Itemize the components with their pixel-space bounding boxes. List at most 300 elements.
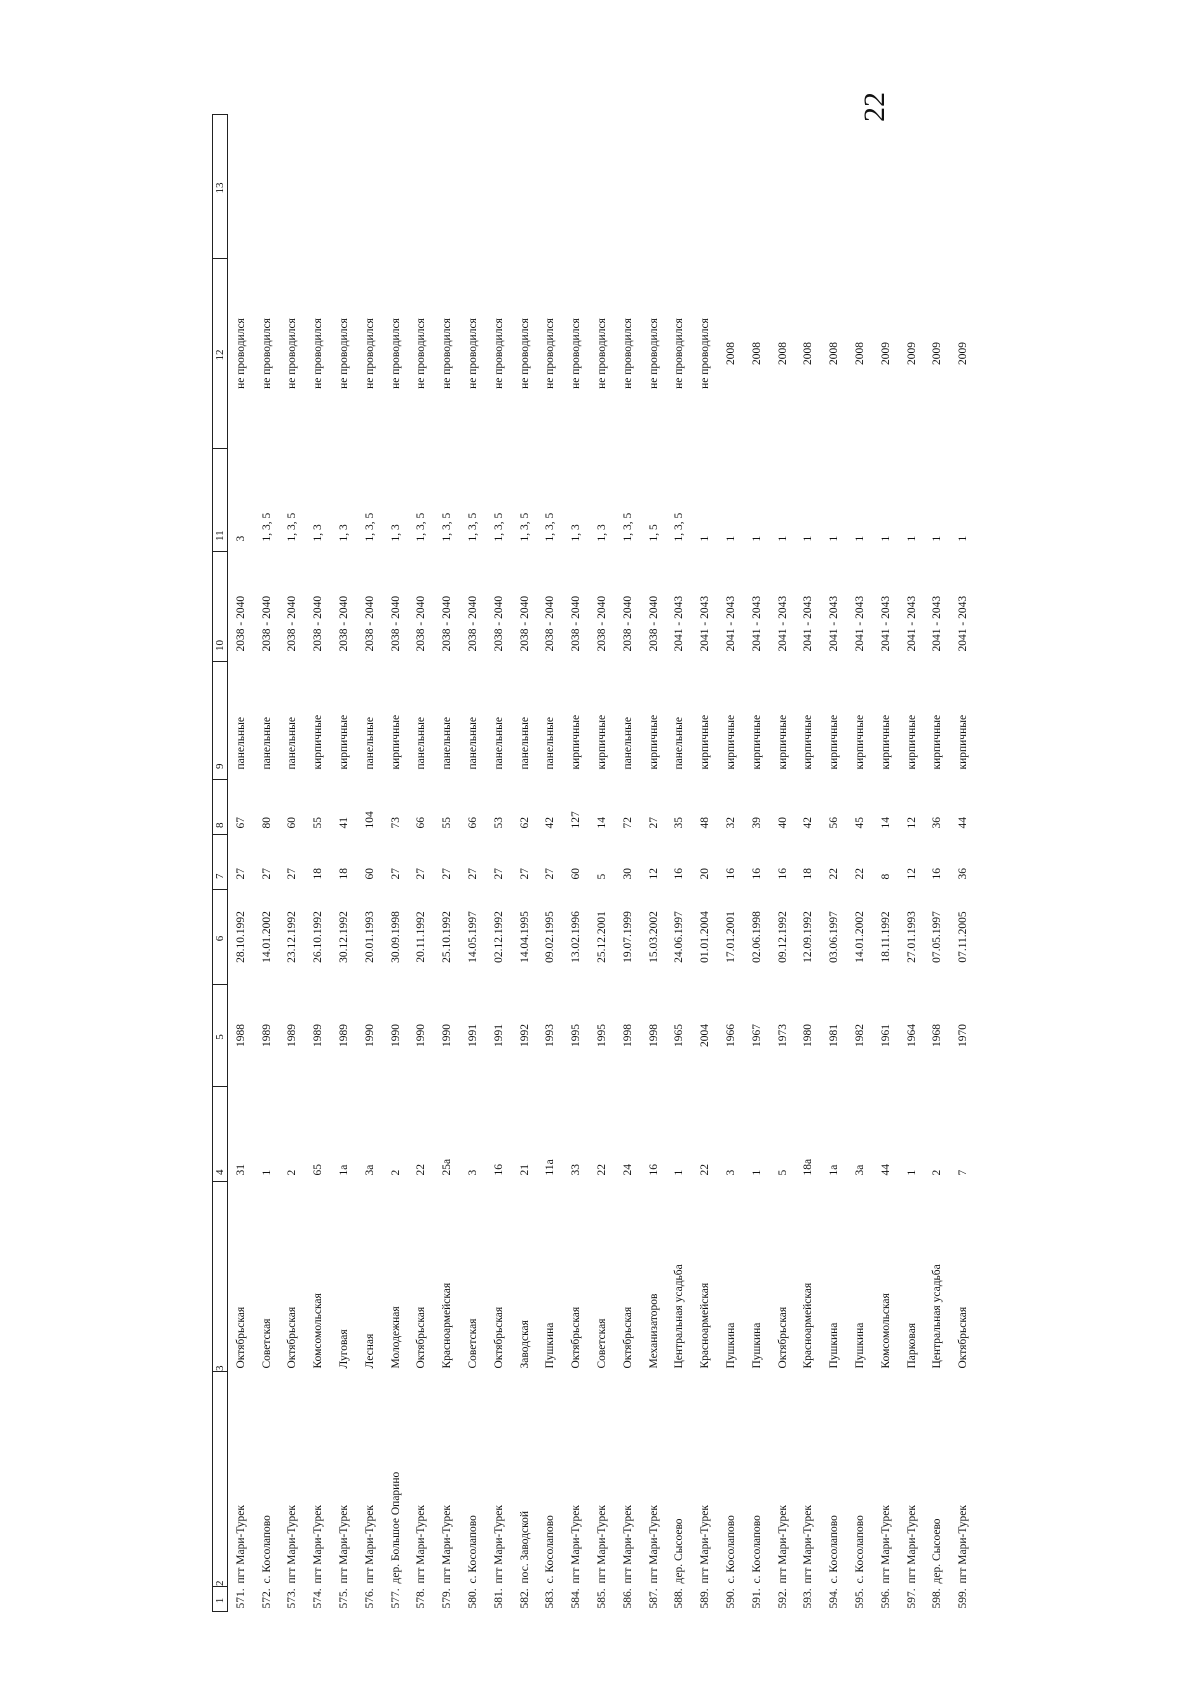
- table-cell-col-1: 582.: [518, 1588, 531, 1609]
- table-cell-col-12: не проводился: [647, 318, 660, 389]
- table-cell-col-4: 21: [518, 1164, 531, 1176]
- table-cell-col-5: 1995: [596, 1024, 609, 1047]
- table-cell-col-7: 27: [286, 868, 299, 880]
- table-row: [280, 115, 306, 1612]
- table-cell-col-1: 573.: [286, 1588, 299, 1609]
- table-cell-col-12: не проводился: [621, 318, 634, 389]
- table-cell-col-10: 2041 - 2043: [802, 595, 815, 652]
- table-cell-col-3: Парковая: [905, 1322, 918, 1369]
- table-row: [409, 115, 435, 1612]
- table-cell-col-8: 72: [621, 817, 634, 829]
- table-cell-col-3: Пушкина: [750, 1322, 763, 1369]
- table-cell-col-8: 14: [879, 817, 892, 829]
- table-cell-col-11: 1, 3, 5: [467, 512, 480, 542]
- table-cell-col-13: [925, 115, 951, 259]
- table-cell-col-12: 2009: [879, 342, 892, 365]
- table-cell-col-10: 2038 - 2040: [234, 595, 247, 652]
- table-cell-col-11: 1: [699, 535, 712, 542]
- table-cell-col-7: 18: [312, 868, 325, 880]
- table-cell-col-5: 1992: [518, 1024, 531, 1047]
- table-cell-col-6: 19.07.1999: [621, 911, 634, 963]
- table-cell-col-1: 592.: [776, 1588, 789, 1609]
- table-cell-col-5: 1998: [621, 1024, 634, 1047]
- table-cell-col-2: пгт Мари-Турек: [492, 1505, 505, 1584]
- table-cell-col-5: 1989: [338, 1024, 351, 1047]
- table-cell-col-4: 2: [931, 1169, 944, 1176]
- table-cell-col-12: не проводился: [467, 318, 480, 389]
- table-cell-col-2: пгт Мари-Турек: [699, 1505, 712, 1584]
- table-cell-col-13: [744, 115, 770, 259]
- table-cell-col-2: пгт Мари-Турек: [234, 1505, 247, 1584]
- table-cell-col-8: 80: [260, 817, 273, 829]
- column-number-3: 3: [213, 1182, 228, 1372]
- table-cell-col-11: 1, 3: [312, 524, 325, 542]
- table-cell-col-13: [538, 115, 564, 259]
- table-cell-col-7: 27: [260, 868, 273, 880]
- table-cell-col-8: 39: [750, 817, 763, 829]
- table-cell-col-13: [383, 115, 409, 259]
- table-cell-col-9: панельные: [518, 717, 531, 770]
- table-cell-col-11: 1, 3: [389, 524, 402, 542]
- table-row: [434, 115, 460, 1612]
- table-cell-col-2: пгт Мари-Турек: [596, 1505, 609, 1584]
- table-cell-col-3: Пушкина: [725, 1322, 738, 1369]
- table-cell-col-7: 22: [854, 868, 867, 880]
- table-cell-col-10: 2041 - 2043: [725, 595, 738, 652]
- table-row: [357, 115, 383, 1612]
- table-row: [228, 115, 254, 1612]
- table-cell-col-4: 24: [621, 1164, 634, 1176]
- table-cell-col-7: 8: [879, 873, 892, 880]
- table-cell-col-7: 12: [905, 868, 918, 880]
- table-cell-col-3: Советская: [260, 1318, 273, 1369]
- table-cell-col-4: 7: [957, 1169, 970, 1176]
- table-row: [538, 115, 564, 1612]
- table-cell-col-8: 67: [234, 817, 247, 829]
- table-cell-col-1: 599.: [957, 1588, 970, 1609]
- table-cell-col-9: панельные: [234, 717, 247, 770]
- table-cell-col-12: 2009: [957, 342, 970, 365]
- table-cell-col-12: 2008: [725, 342, 738, 365]
- table-cell-col-4: 1: [905, 1169, 918, 1176]
- table-cell-col-9: кирпичные: [931, 714, 944, 770]
- table-cell-col-1: 595.: [854, 1588, 867, 1609]
- table-cell-col-12: не проводился: [338, 318, 351, 389]
- column-number-13: 13: [213, 115, 228, 259]
- table-cell-col-4: 22: [699, 1164, 712, 1176]
- table-cell-col-10: 2041 - 2043: [750, 595, 763, 652]
- table-cell-col-4: 22: [415, 1164, 428, 1176]
- table-cell-col-6: 14.01.2002: [854, 911, 867, 963]
- table-cell-col-13: [615, 115, 641, 259]
- table-cell-col-13: [899, 115, 925, 259]
- table-row: [589, 115, 615, 1612]
- table-cell-col-5: 1967: [750, 1024, 763, 1047]
- table-cell-col-3: Октябрьская: [776, 1306, 789, 1369]
- table-cell-col-10: 2041 - 2043: [854, 595, 867, 652]
- table-cell-col-4: 16: [492, 1164, 505, 1176]
- table-cell-col-11: 1: [905, 535, 918, 542]
- table-cell-col-1: 584.: [570, 1588, 583, 1609]
- table-cell-col-2: с. Косолапово: [467, 1515, 480, 1584]
- table-cell-col-5: 1993: [544, 1024, 557, 1047]
- table-cell-col-6: 14.01.2002: [260, 911, 273, 963]
- table-cell-col-8: 55: [312, 817, 325, 829]
- table-row: [254, 115, 280, 1612]
- table-cell-col-4: 31: [234, 1164, 247, 1176]
- table-cell-col-13: [280, 115, 306, 259]
- table-cell-col-3: Луговая: [338, 1329, 351, 1369]
- table-cell-col-12: 2008: [854, 342, 867, 365]
- table-cell-col-6: 09.12.1992: [776, 911, 789, 963]
- table-cell-col-7: 27: [389, 868, 402, 880]
- table-cell-col-8: 62: [518, 817, 531, 829]
- table-cell-col-6: 01.01.2004: [699, 911, 712, 963]
- table-cell-col-11: 3: [234, 535, 247, 542]
- table-cell-col-7: 18: [802, 868, 815, 880]
- table-cell-col-9: кирпичные: [879, 714, 892, 770]
- table-cell-col-3: Комсомольская: [312, 1293, 325, 1369]
- table-cell-col-1: 575.: [338, 1588, 351, 1609]
- table-cell-col-1: 587.: [647, 1588, 660, 1609]
- table-cell-col-9: кирпичные: [596, 714, 609, 770]
- table-cell-col-12: 2009: [905, 342, 918, 365]
- table-cell-col-11: 1, 5: [647, 524, 660, 542]
- table-cell-col-6: 30.12.1992: [338, 911, 351, 963]
- table-row: [641, 115, 667, 1612]
- table-cell-col-4: 1: [673, 1169, 686, 1176]
- table-cell-col-5: 1964: [905, 1024, 918, 1047]
- table-cell-col-5: 1965: [673, 1024, 686, 1047]
- table-cell-col-3: Красноармейская: [441, 1282, 454, 1369]
- table-cell-col-11: 1, 3, 5: [621, 512, 634, 542]
- table-cell-col-11: 1, 3: [570, 524, 583, 542]
- table-row: [770, 115, 796, 1612]
- column-number-2: 2: [213, 1372, 228, 1587]
- table-cell-col-7: 5: [596, 873, 609, 880]
- table-cell-col-13: [305, 115, 331, 259]
- table-cell-col-11: 1: [957, 535, 970, 542]
- table-cell-col-9: панельные: [621, 717, 634, 770]
- table-cell-col-8: 60: [286, 817, 299, 829]
- table-row: [615, 115, 641, 1612]
- table-cell-col-3: Советская: [596, 1318, 609, 1369]
- table-row: [821, 115, 847, 1612]
- table-cell-col-2: пгт Мари-Турек: [312, 1505, 325, 1584]
- table-cell-col-1: 589.: [699, 1588, 712, 1609]
- table-cell-col-2: с. Косолапово: [750, 1515, 763, 1584]
- table-cell-col-13: [357, 115, 383, 259]
- table-cell-col-11: 1, 3, 5: [415, 512, 428, 542]
- table-cell-col-4: 11а: [544, 1159, 557, 1176]
- table-cell-col-5: 1991: [492, 1024, 505, 1047]
- table-cell-col-8: 12: [905, 817, 918, 829]
- table-cell-col-6: 20.01.1993: [363, 911, 376, 963]
- table-cell-col-11: 1, 3, 5: [673, 512, 686, 542]
- table-cell-col-10: 2038 - 2040: [518, 595, 531, 652]
- table-cell-col-6: 28.10.1992: [234, 911, 247, 963]
- table-cell-col-6: 24.06.1997: [673, 911, 686, 963]
- table-cell-col-1: 588.: [673, 1588, 686, 1609]
- table-cell-col-7: 36: [957, 868, 970, 880]
- table-cell-col-6: 26.10.1992: [312, 911, 325, 963]
- table-cell-col-4: 22: [596, 1164, 609, 1176]
- table-cell-col-3: Центральная усадьба: [931, 1264, 944, 1369]
- table-cell-col-2: с. Косолапово: [260, 1515, 273, 1584]
- table-cell-col-2: пгт Мари-Турек: [879, 1505, 892, 1584]
- table-cell-col-1: 591.: [750, 1588, 763, 1609]
- table-cell-col-8: 41: [338, 817, 351, 829]
- table-cell-col-7: 27: [234, 868, 247, 880]
- table-cell-col-3: Октябрьская: [957, 1306, 970, 1369]
- table-cell-col-6: 13.02.1996: [570, 911, 583, 963]
- table-cell-col-10: 2041 - 2043: [699, 595, 712, 652]
- table-cell-col-3: Пушкина: [854, 1322, 867, 1369]
- table-cell-col-13: [847, 115, 873, 259]
- table-cell-col-13: [331, 115, 357, 259]
- table-cell-col-4: 1а: [828, 1164, 841, 1176]
- table-cell-col-9: кирпичные: [338, 714, 351, 770]
- table-cell-col-7: 27: [415, 868, 428, 880]
- table-cell-col-5: 1989: [286, 1024, 299, 1047]
- table-cell-col-7: 16: [673, 868, 686, 880]
- table-cell-col-2: с. Косолапово: [828, 1515, 841, 1584]
- table-cell-col-1: 585.: [596, 1588, 609, 1609]
- table-cell-col-10: 2041 - 2043: [957, 595, 970, 652]
- table-cell-col-7: 27: [518, 868, 531, 880]
- table-cell-col-10: 2038 - 2040: [570, 595, 583, 652]
- table-cell-col-3: Октябрьская: [570, 1306, 583, 1369]
- table-cell-col-4: 1а: [338, 1164, 351, 1176]
- table-cell-col-7: 16: [776, 868, 789, 880]
- column-number-11: 11: [213, 449, 228, 552]
- table-row: [899, 115, 925, 1612]
- table-cell-col-4: 3а: [363, 1164, 376, 1176]
- table-cell-col-13: [796, 115, 822, 259]
- table-row: [331, 115, 357, 1612]
- table-cell-col-11: 1, 3: [596, 524, 609, 542]
- table-row: [563, 115, 589, 1612]
- table-cell-col-11: 1: [750, 535, 763, 542]
- table-cell-col-13: [873, 115, 899, 259]
- table-cell-col-2: пгт Мари-Турек: [415, 1505, 428, 1584]
- table-cell-col-8: 36: [931, 817, 944, 829]
- table-cell-col-10: 2041 - 2043: [931, 595, 944, 652]
- table-cell-col-7: 27: [441, 868, 454, 880]
- column-number-9: 9: [213, 662, 228, 780]
- table-cell-col-4: 2: [286, 1169, 299, 1176]
- table-cell-col-12: не проводился: [389, 318, 402, 389]
- table-cell-col-5: 1991: [467, 1024, 480, 1047]
- table-cell-col-5: 1973: [776, 1024, 789, 1047]
- table-cell-col-11: 1: [931, 535, 944, 542]
- table-cell-col-13: [641, 115, 667, 259]
- table-cell-col-6: 23.12.1992: [286, 911, 299, 963]
- table-cell-col-10: 2041 - 2043: [673, 595, 686, 652]
- table-cell-col-12: не проводился: [286, 318, 299, 389]
- table-cell-col-2: пос. Заводской: [518, 1510, 531, 1584]
- table-cell-col-3: Пушкина: [828, 1322, 841, 1369]
- table-cell-col-3: Красноармейская: [802, 1282, 815, 1369]
- table-cell-col-9: кирпичные: [905, 714, 918, 770]
- table-cell-col-13: [563, 115, 589, 259]
- table-cell-col-13: [228, 115, 254, 259]
- table-cell-col-3: Октябрьская: [415, 1306, 428, 1369]
- table-cell-col-12: не проводился: [596, 318, 609, 389]
- table-cell-col-10: 2041 - 2043: [776, 595, 789, 652]
- table-cell-col-13: [512, 115, 538, 259]
- table-cell-col-3: Заводская: [518, 1320, 531, 1369]
- table-cell-col-8: 35: [673, 817, 686, 829]
- table-cell-col-6: 27.01.1993: [905, 911, 918, 963]
- table-cell-col-6: 14.05.1997: [467, 911, 480, 963]
- table-row: [460, 115, 486, 1612]
- table-cell-col-9: кирпичные: [389, 714, 402, 770]
- table-cell-col-5: 1990: [415, 1024, 428, 1047]
- table-cell-col-6: 07.05.1997: [931, 911, 944, 963]
- table-cell-col-4: 18а: [802, 1158, 815, 1176]
- table-cell-col-6: 25.12.2001: [596, 911, 609, 963]
- table-cell-col-10: 2038 - 2040: [647, 595, 660, 652]
- table-cell-col-8: 42: [544, 817, 557, 829]
- table-cell-col-5: 1982: [854, 1024, 867, 1047]
- table-cell-col-10: 2038 - 2040: [415, 595, 428, 652]
- table-cell-col-11: 1, 3: [338, 524, 351, 542]
- table-row: [847, 115, 873, 1612]
- table-cell-col-1: 596.: [879, 1588, 892, 1609]
- table-cell-col-9: кирпичные: [725, 714, 738, 770]
- table-cell-col-4: 44: [879, 1164, 892, 1176]
- table-cell-col-9: кирпичные: [647, 714, 660, 770]
- table-cell-col-8: 66: [467, 817, 480, 829]
- table-cell-col-10: 2038 - 2040: [544, 595, 557, 652]
- table-cell-col-1: 577.: [389, 1588, 402, 1609]
- table-cell-col-12: не проводился: [363, 318, 376, 389]
- table-cell-col-9: кирпичные: [570, 714, 583, 770]
- table-cell-col-12: не проводился: [441, 318, 454, 389]
- table-cell-col-13: [409, 115, 435, 259]
- table-cell-col-11: 1: [802, 535, 815, 542]
- table-cell-col-2: пгт Мари-Турек: [647, 1505, 660, 1584]
- table-row: [744, 115, 770, 1612]
- table-cell-col-2: пгт Мари-Турек: [570, 1505, 583, 1584]
- table-cell-col-3: Пушкина: [544, 1322, 557, 1369]
- table-cell-col-1: 571.: [234, 1588, 247, 1609]
- table-cell-col-8: 14: [596, 817, 609, 829]
- table-cell-col-9: панельные: [363, 717, 376, 770]
- table-cell-col-2: пгт Мари-Турек: [621, 1505, 634, 1584]
- table-cell-col-12: не проводился: [312, 318, 325, 389]
- table-row: [925, 115, 951, 1612]
- table-cell-col-11: 1: [879, 535, 892, 542]
- table-cell-col-8: 48: [699, 817, 712, 829]
- table-cell-col-3: Центральная усадьба: [673, 1264, 686, 1369]
- table-cell-col-10: 2038 - 2040: [467, 595, 480, 652]
- table-cell-col-11: 1, 3, 5: [492, 512, 505, 542]
- table-cell-col-6: 25.10.1992: [441, 911, 454, 963]
- table-cell-col-12: не проводился: [699, 318, 712, 389]
- table-cell-col-12: не проводился: [492, 318, 505, 389]
- table-cell-col-7: 60: [363, 868, 376, 880]
- table-cell-col-11: 1: [854, 535, 867, 542]
- table-cell-col-6: 09.02.1995: [544, 911, 557, 963]
- table-cell-col-4: 33: [570, 1164, 583, 1176]
- table-cell-col-9: кирпичные: [750, 714, 763, 770]
- column-number-8: 8: [213, 780, 228, 835]
- table-cell-col-6: 20.11.1992: [415, 911, 428, 963]
- table-cell-col-1: 594.: [828, 1588, 841, 1609]
- table-cell-col-7: 27: [467, 868, 480, 880]
- table-cell-col-11: 1, 3, 5: [286, 512, 299, 542]
- table-cell-col-12: 2008: [776, 342, 789, 365]
- table-cell-col-8: 45: [854, 817, 867, 829]
- table-cell-col-4: 1: [750, 1169, 763, 1176]
- table-cell-col-10: 2041 - 2043: [879, 595, 892, 652]
- table-cell-col-5: 1989: [312, 1024, 325, 1047]
- table-cell-col-5: 1981: [828, 1024, 841, 1047]
- table-cell-col-5: 1988: [234, 1024, 247, 1047]
- table-cell-col-10: 2038 - 2040: [621, 595, 634, 652]
- table-cell-col-10: 2041 - 2043: [905, 595, 918, 652]
- table-cell-col-9: кирпичные: [312, 714, 325, 770]
- table-cell-col-9: панельные: [467, 717, 480, 770]
- table-cell-col-3: Комсомольская: [879, 1293, 892, 1369]
- table-cell-col-10: 2038 - 2040: [312, 595, 325, 652]
- table-cell-col-6: 02.06.1998: [750, 911, 763, 963]
- table-cell-col-1: 597.: [905, 1588, 918, 1609]
- table-cell-col-8: 73: [389, 817, 402, 829]
- table-cell-col-13: [589, 115, 615, 259]
- table-cell-col-1: 583.: [544, 1588, 557, 1609]
- table-cell-col-13: [434, 115, 460, 259]
- table-cell-col-5: 1995: [570, 1024, 583, 1047]
- table-cell-col-8: 104: [363, 811, 376, 829]
- table-cell-col-4: 2: [389, 1169, 402, 1176]
- column-number-7: 7: [213, 835, 228, 890]
- table-cell-col-2: пгт Мари-Турек: [286, 1505, 299, 1584]
- table-cell-col-9: кирпичные: [699, 714, 712, 770]
- table-cell-col-1: 579.: [441, 1588, 454, 1609]
- table-cell-col-9: панельные: [415, 717, 428, 770]
- table-cell-col-13: [254, 115, 280, 259]
- table-cell-col-11: 1, 3, 5: [363, 512, 376, 542]
- column-number-5: 5: [213, 985, 228, 1087]
- column-number-row: [213, 115, 228, 1612]
- column-number-10: 10: [213, 552, 228, 662]
- table-cell-col-12: 2008: [828, 342, 841, 365]
- table-cell-col-9: кирпичные: [828, 714, 841, 770]
- column-number-4: 4: [213, 1087, 228, 1182]
- table-cell-col-7: 22: [828, 868, 841, 880]
- table-cell-col-9: панельные: [544, 717, 557, 770]
- housing-table: [212, 114, 976, 1612]
- table-cell-col-7: 30: [621, 868, 634, 880]
- table-cell-col-9: кирпичные: [776, 714, 789, 770]
- table-cell-col-12: 2009: [931, 342, 944, 365]
- table-cell-col-7: 16: [750, 868, 763, 880]
- table-cell-col-3: Лесная: [363, 1333, 376, 1369]
- table-cell-col-13: [692, 115, 718, 259]
- table-cell-col-3: Советская: [467, 1318, 480, 1369]
- table-cell-col-8: 44: [957, 817, 970, 829]
- table-cell-col-6: 17.01.2001: [725, 911, 738, 963]
- table-cell-col-2: пгт Мари-Турек: [776, 1505, 789, 1584]
- table-cell-col-2: пгт Мари-Турек: [802, 1505, 815, 1584]
- table-cell-col-7: 18: [338, 868, 351, 880]
- table-cell-col-4: 3: [725, 1169, 738, 1176]
- table-cell-col-8: 40: [776, 817, 789, 829]
- table-row: [383, 115, 409, 1612]
